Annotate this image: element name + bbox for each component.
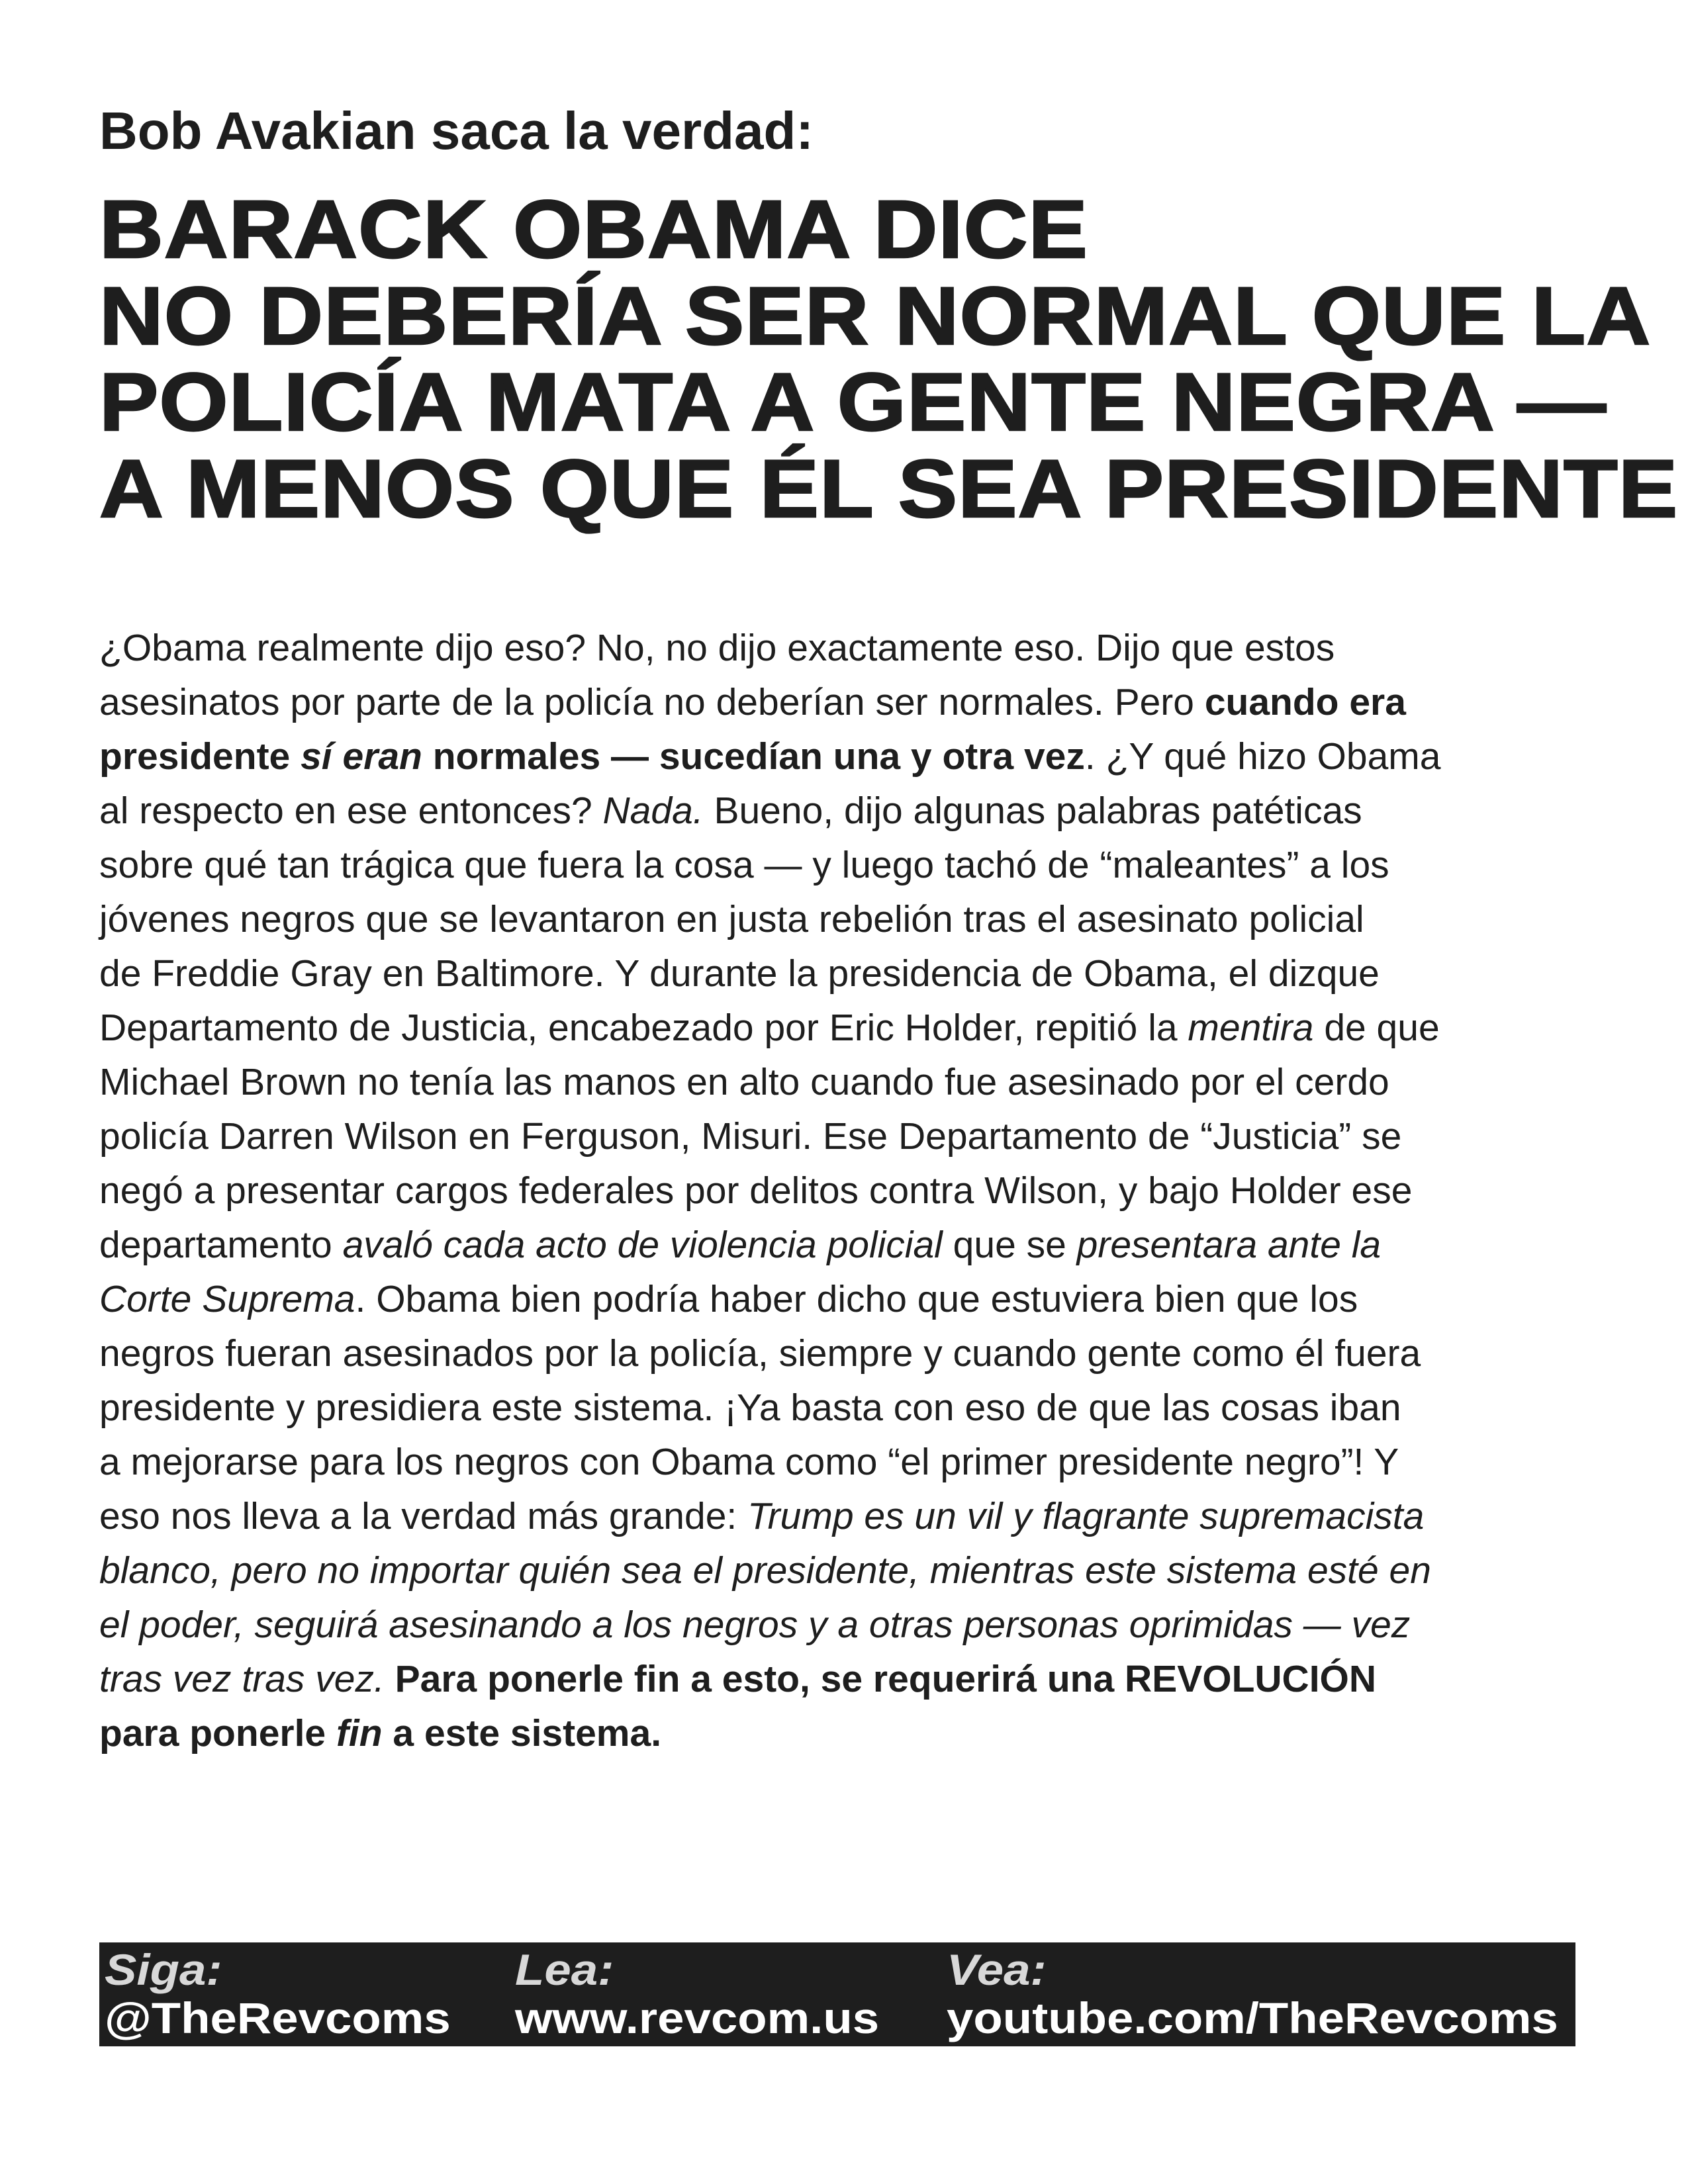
subtitle: Bob Avakian saca la verdad: [99, 101, 814, 160]
body-line [99, 729, 1595, 784]
text-run: Departamento de Justicia, encabezado por Eric Holder, repitió la [99, 1007, 1188, 1049]
headline-line: BARACK OBAMA DICE [99, 184, 1088, 275]
text-run: Nada. [602, 790, 704, 832]
text-run: eso nos lleva a la verdad más grande: [99, 1495, 748, 1537]
text-run: presidente y presidiera este sistema. ¡Ya basta con eso de que las cosas iban [99, 1387, 1401, 1429]
body-line [99, 1652, 1595, 1706]
text-run: presidente [99, 735, 301, 778]
text-run: mentira [1188, 1007, 1314, 1049]
body-line [99, 621, 1595, 675]
text-run: Para ponerle fin a esto, se requerirá una REVOLUCIÓN [395, 1658, 1377, 1700]
body-line [99, 1001, 1595, 1055]
body-line [99, 1109, 1595, 1163]
headline-line: POLICÍA MATA A GENTE NEGRA — [99, 357, 1607, 448]
headline-line: NO DEBERÍA SER NORMAL QUE LA [99, 270, 1652, 362]
body-line [99, 1706, 1595, 1760]
twitter-handle-link[interactable]: @TheRevcoms [105, 1993, 451, 2042]
body-line [99, 1435, 1595, 1489]
footer-label-watch: Vea: [947, 1945, 1047, 1994]
body-line [99, 892, 1595, 946]
text-run: departamento [99, 1224, 343, 1266]
footer-bar [99, 1942, 1575, 2046]
text-run: tras vez tras vez. [99, 1658, 385, 1700]
text-run: Trump es un vil y flagrante supremacista [747, 1495, 1425, 1537]
text-run: Corte Suprema [99, 1278, 355, 1320]
text-run: a este sistema. [382, 1712, 662, 1754]
body-paragraph [99, 621, 1595, 1760]
footer-watch [947, 1945, 1558, 2043]
text-run: negros fueran asesinados por la policía, siempre y cuando gente como él fuera [99, 1332, 1421, 1375]
text-run: de Freddie Gray en Baltimore. Y durante la presidencia de Obama, el dizque [99, 952, 1380, 995]
body-line [99, 1543, 1595, 1598]
body-line [99, 1381, 1595, 1435]
footer-read [515, 1945, 880, 2043]
body-line [99, 946, 1595, 1001]
footer-label-read: Lea: [515, 1945, 614, 1994]
body-line [99, 675, 1595, 729]
text-run: Michael Brown no tenía las manos en alto cuando fue asesinado por el cerdo [99, 1061, 1389, 1103]
body-line [99, 784, 1595, 838]
text-run: asesinatos por parte de la policía no deberían ser normales. Pero [99, 681, 1205, 723]
headline-line: A MENOS QUE ÉL SEA PRESIDENTE [99, 443, 1679, 535]
text-run: que se [942, 1224, 1077, 1266]
youtube-link[interactable]: youtube.com/TheRevcoms [947, 1993, 1558, 2042]
text-run: fin [336, 1712, 383, 1754]
body-line [99, 1326, 1595, 1381]
text-run: ¿Obama realmente dijo eso? No, no dijo exactamente eso. Dijo que estos [99, 627, 1335, 669]
text-run: al respecto en ese entonces? [99, 790, 603, 832]
footer-follow [105, 1945, 451, 2043]
text-run [385, 1658, 395, 1700]
headline [99, 184, 1679, 535]
text-run: . Obama bien podría haber dicho que estuviera bien que los [355, 1278, 1358, 1320]
text-run: . ¿Y qué hizo Obama [1084, 735, 1441, 778]
text-run: de que [1313, 1007, 1440, 1049]
text-run: el poder, seguirá asesinando a los negros y a otras personas oprimidas — vez [99, 1604, 1411, 1646]
body-line [99, 1272, 1595, 1326]
text-run: cuando era [1204, 681, 1406, 723]
text-run: blanco, pero no importar quién sea el presidente, mientras este sistema esté en [99, 1549, 1431, 1592]
text-run: normales — sucedían una y otra vez [422, 735, 1085, 778]
text-run: sobre qué tan trágica que fuera la cosa — y luego tachó de “maleantes” a los [99, 844, 1389, 886]
text-run: policía Darren Wilson en Ferguson, Misuri. Ese Departamento de “Justicia” se [99, 1115, 1402, 1158]
text-run: sí eran [301, 735, 422, 778]
body-line [99, 838, 1595, 892]
body-line [99, 1218, 1595, 1272]
body-line [99, 1055, 1595, 1109]
body-line [99, 1163, 1595, 1218]
text-run: negó a presentar cargos federales por delitos contra Wilson, y bajo Holder ese [99, 1169, 1413, 1212]
text-run: para ponerle [99, 1712, 336, 1754]
text-run: presentara ante la [1076, 1224, 1382, 1266]
footer-label-follow: Siga: [105, 1945, 222, 1994]
website-link[interactable]: www.revcom.us [515, 1993, 880, 2042]
text-run: avaló cada acto de violencia policial [342, 1224, 943, 1266]
text-run: a mejorarse para los negros con Obama como “el primer presidente negro”! Y [99, 1441, 1399, 1483]
body-line [99, 1489, 1595, 1543]
body-line [99, 1598, 1595, 1652]
text-run: jóvenes negros que se levantaron en justa rebelión tras el asesinato policial [99, 898, 1364, 940]
text-run: Bueno, dijo algunas palabras patéticas [703, 790, 1362, 832]
